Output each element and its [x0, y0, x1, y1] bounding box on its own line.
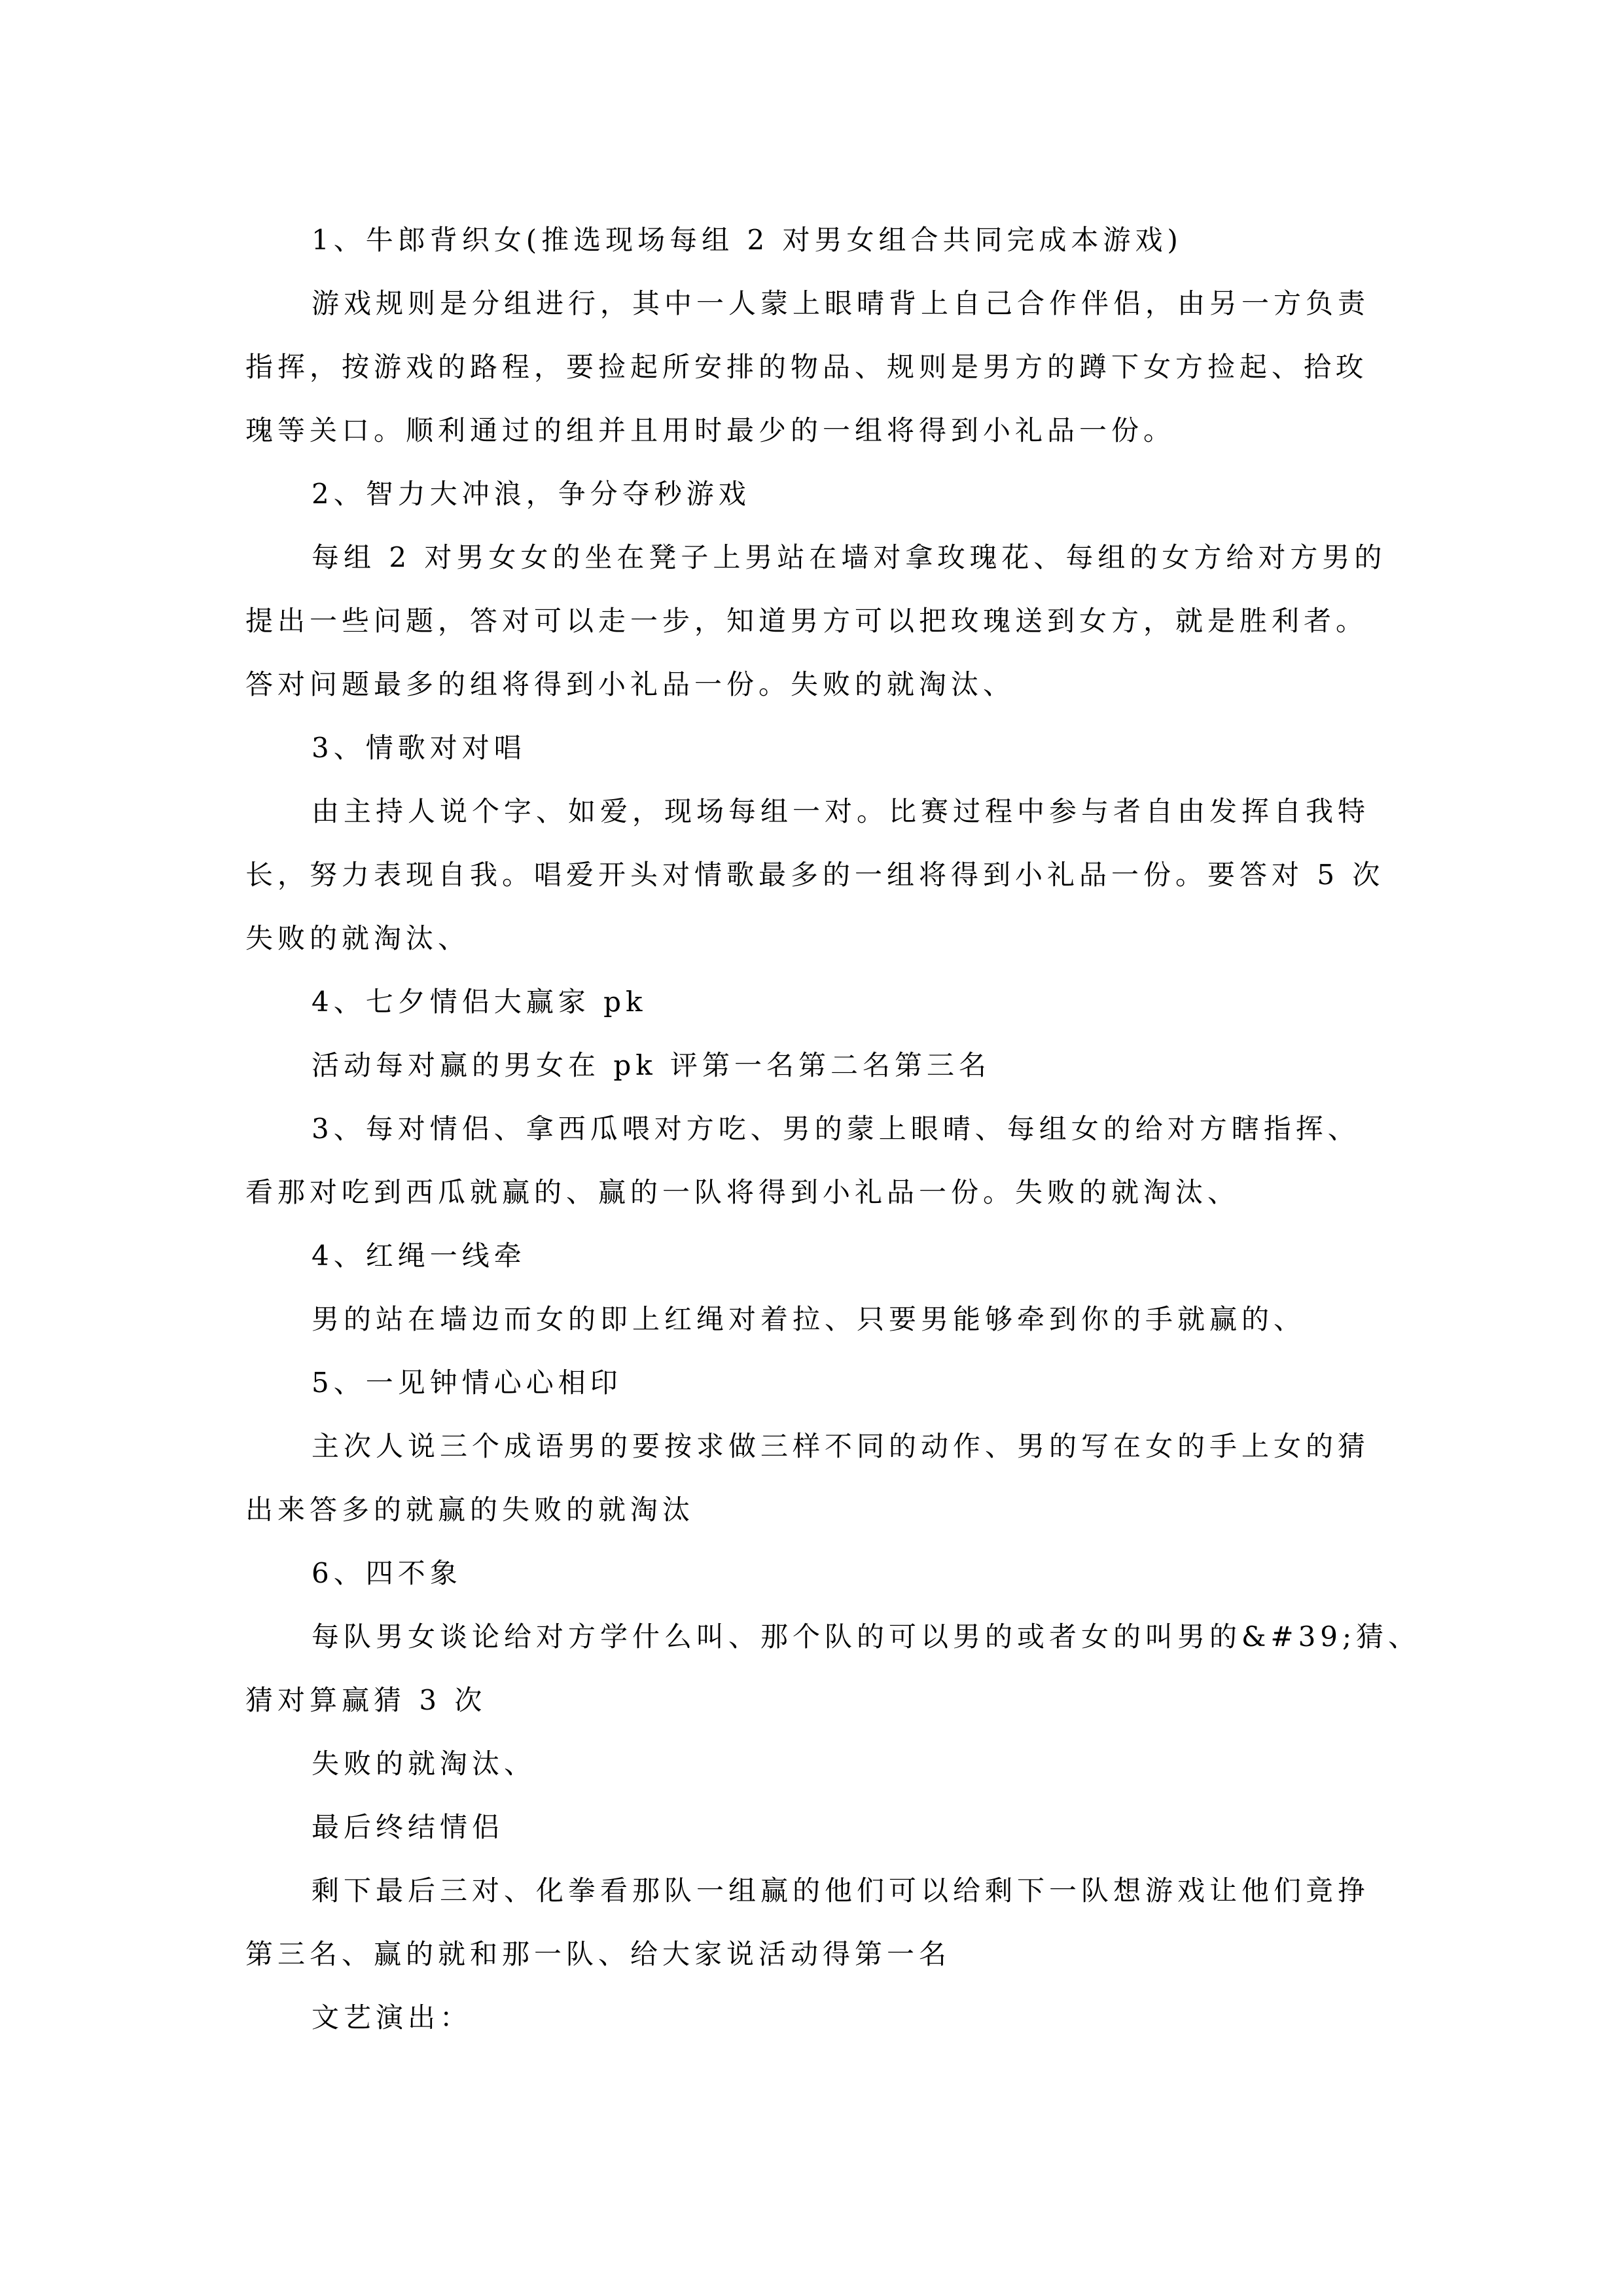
text-line: 最后终结情侣 [312, 1811, 505, 1843]
text-line: 长，努力表现自我。唱爱开头对情歌最多的一组将得到小礼品一份。要答对 5 次 [245, 859, 1385, 891]
text-line: 失败的就淘汰、 [312, 1748, 537, 1780]
text-line: 男的站在墙边而女的即上红绳对着拉、只要男能够牵到你的手就赢的、 [312, 1303, 1306, 1335]
text-line: 每组 2 对男女女的坐在凳子上男站在墙对拿玫瑰花、每组的女方给对方男的 [312, 541, 1387, 573]
text-line: 活动每对赢的男女在 pk 评第一名第二名第三名 [312, 1049, 991, 1081]
text-line: 提出一些问题，答对可以走一步，知道男方可以把玫瑰送到女方，就是胜利者。 [245, 605, 1368, 637]
text-line: 文艺演出： [312, 2001, 473, 2034]
text-line: 4、七夕情侣大赢家 pk [312, 986, 647, 1018]
text-line: 游戏规则是分组进行，其中一人蒙上眼晴背上自己合作伴侣，由另一方负责 [312, 287, 1370, 319]
text-line: 猜对算赢猜 3 次 [245, 1684, 487, 1716]
text-line: 指挥，按游戏的路程，要捡起所安排的物品、规则是男方的蹲下女方捡起、拾玫 [245, 351, 1368, 383]
text-line: 答对问题最多的组将得到小礼品一份。失败的就淘汰、 [245, 668, 1016, 700]
text-line: 瑰等关口。顺利通过的组并且用时最少的一组将得到小礼品一份。 [245, 414, 1176, 446]
text-line: 2、智力大冲浪，争分夺秒游戏 [312, 478, 751, 510]
document-text-block [245, 208, 1421, 2049]
text-line: 3、每对情侣、拿西瓜喂对方吃、男的蒙上眼晴、每组女的给对方瞎指挥、 [312, 1113, 1360, 1145]
text-line: 剩下最后三对、化拳看那队一组赢的他们可以给剩下一队想游戏让他们竟挣 [312, 1874, 1370, 1907]
text-line: 失败的就淘汰、 [245, 922, 471, 954]
text-line: 主次人说三个成语男的要按求做三样不同的动作、男的写在女的手上女的猜 [312, 1430, 1370, 1462]
text-line: 第三名、赢的就和那一队、给大家说活动得第一名 [245, 1938, 952, 1970]
text-line: 由主持人说个字、如爱，现场每组一对。比赛过程中参与者自由发挥自我特 [312, 795, 1370, 827]
text-line: 3、情歌对对唱 [312, 732, 526, 764]
text-line: 6、四不象 [312, 1557, 462, 1589]
text-line: 1、牛郎背织女(推选现场每组 2 对男女组合共同完成本游戏) [312, 224, 1183, 256]
text-line: 5、一见钟情心心相印 [312, 1367, 622, 1399]
text-line: 4、红绳一线牵 [312, 1240, 526, 1272]
text-line: 看那对吃到西瓜就赢的、赢的一队将得到小礼品一份。失败的就淘汰、 [245, 1176, 1240, 1208]
text-line: 每队男女谈论给对方学什么叫、那个队的可以男的或者女的叫男的&#39;猜、 [312, 1621, 1421, 1653]
text-line: 出来答多的就赢的失败的就淘汰 [245, 1494, 695, 1526]
